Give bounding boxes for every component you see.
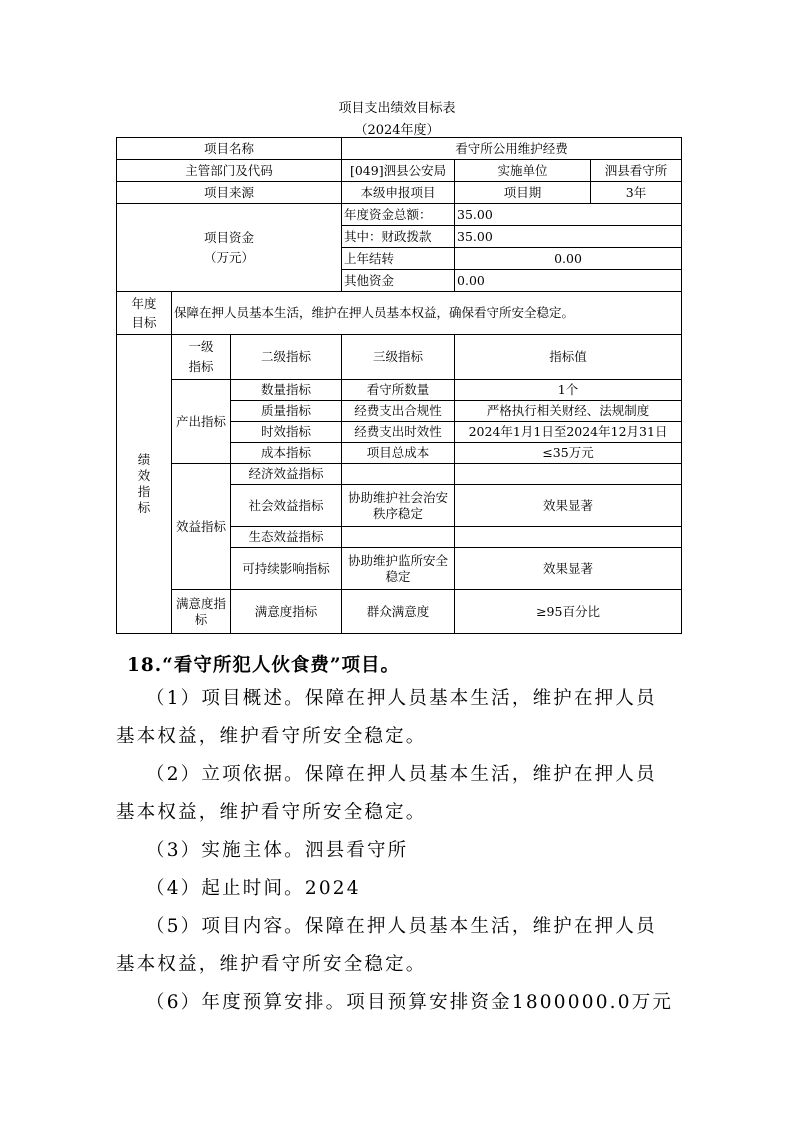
indicator-level3	[342, 464, 455, 485]
section-line: （4）起止时间。2024	[146, 878, 361, 899]
indicator-level2: 满意度指标	[231, 590, 342, 634]
indicator-level2: 成本指标	[231, 443, 342, 464]
project-name-value: 看守所公用维护经费	[342, 138, 682, 160]
period-label: 项目期	[455, 182, 591, 204]
header-level3: 三级指标	[342, 335, 455, 380]
indicator-level2: 生态效益指标	[231, 527, 342, 548]
indicator-value: 1个	[455, 380, 682, 401]
perf-indicator-label	[117, 335, 172, 634]
output-indicator-label: 产出指标	[172, 380, 231, 464]
indicator-level3: 协助维护社会治安秩序稳定	[342, 485, 455, 527]
section-line: （6）年度预算安排。项目预算安排资金1800000.0万元	[146, 992, 674, 1013]
section-line: 基本权益，维护看守所安全稳定。	[116, 726, 427, 747]
dept-value: [049]泗县公安局	[342, 160, 455, 182]
funds-unit: （万元）	[204, 249, 255, 265]
indicator-value: 严格执行相关财经、法规制度	[455, 401, 682, 422]
indicator-level3: 项目总成本	[342, 443, 455, 464]
indicator-level2: 可持续影响指标	[231, 548, 342, 590]
perf-label-char: 标	[137, 500, 151, 515]
fund-row-label: 年度资金总额：	[342, 204, 455, 226]
period-value: 3年	[591, 182, 682, 204]
fund-row-label: 其他资金	[342, 270, 455, 292]
section-line: 基本权益，维护看守所安全稳定。	[116, 802, 427, 823]
indicator-level2: 经济效益指标	[231, 464, 342, 485]
benefit-indicator-label: 效益指标	[172, 464, 231, 590]
indicator-value: ≥95百分比	[455, 590, 682, 634]
source-label: 项目来源	[117, 182, 342, 204]
indicator-level3: 协助维护监所安全稳定	[342, 548, 455, 590]
funds-label-cell	[117, 204, 342, 292]
section-heading: 18.“看守所犯人伙食费”项目。	[127, 655, 400, 676]
fund-row-value: 0.00	[455, 270, 682, 292]
table-title: 项目支出绩效目标表	[338, 101, 456, 116]
indicator-value	[455, 464, 682, 485]
indicator-level3: 群众满意度	[342, 590, 455, 634]
section-line: （1）项目概述。保障在押人员基本生活，维护在押人员	[146, 688, 657, 709]
indicator-level2: 时效指标	[231, 422, 342, 443]
impl-unit-label: 实施单位	[455, 160, 591, 182]
impl-unit-value: 泗县看守所	[591, 160, 682, 182]
project-name-label: 项目名称	[117, 138, 342, 160]
header-level1	[172, 335, 231, 380]
source-value: 本级申报项目	[342, 182, 455, 204]
fund-row-value: 35.00	[455, 204, 682, 226]
indicator-value: ≤35万元	[455, 443, 682, 464]
fund-row-label: 上年结转	[342, 248, 455, 270]
section-line: （5）项目内容。保障在押人员基本生活，维护在押人员	[146, 916, 657, 937]
indicator-level3: 经费支出合规性	[342, 401, 455, 422]
header-value: 指标值	[455, 335, 682, 380]
annual-goal-label-line1: 年度	[131, 296, 157, 311]
section-line: （3）实施主体。泗县看守所	[146, 840, 409, 861]
indicator-value: 效果显著	[455, 485, 682, 527]
indicator-value: 效果显著	[455, 548, 682, 590]
indicator-level2: 数量指标	[231, 380, 342, 401]
table-year: （2024年度）	[354, 123, 440, 138]
indicator-level2: 质量指标	[231, 401, 342, 422]
header-level2: 二级指标	[231, 335, 342, 380]
fund-row-label: 其中：财政拨款	[342, 226, 455, 248]
annual-goal-label	[117, 292, 172, 335]
indicator-level3	[342, 527, 455, 548]
header-level1-line1: 一级	[188, 339, 214, 354]
header-level1-line2: 指标	[188, 359, 214, 374]
indicator-level2: 社会效益指标	[231, 485, 342, 527]
fund-row-value: 35.00	[455, 226, 682, 248]
satisfaction-indicator-label: 满意度指标	[172, 590, 231, 634]
dept-label: 主管部门及代码	[117, 160, 342, 182]
perf-label-char: 绩	[137, 452, 151, 467]
fund-row-value: 0.00	[455, 248, 682, 270]
funds-label: 项目资金	[204, 229, 255, 245]
section-line: （2）立项依据。保障在押人员基本生活，维护在押人员	[146, 764, 657, 785]
performance-target-table	[116, 137, 682, 634]
indicator-value: 2024年1月1日至2024年12月31日	[455, 422, 682, 443]
indicator-value	[455, 527, 682, 548]
perf-label-char: 效	[137, 468, 151, 483]
indicator-level3: 经费支出时效性	[342, 422, 455, 443]
section-line: 基本权益，维护看守所安全稳定。	[116, 954, 427, 975]
annual-goal-text: 保障在押人员基本生活，维护在押人员基本权益，确保看守所安全稳定。	[172, 292, 682, 335]
indicator-level3: 看守所数量	[342, 380, 455, 401]
annual-goal-label-line2: 目标	[131, 315, 157, 330]
perf-label-char: 指	[137, 484, 151, 499]
